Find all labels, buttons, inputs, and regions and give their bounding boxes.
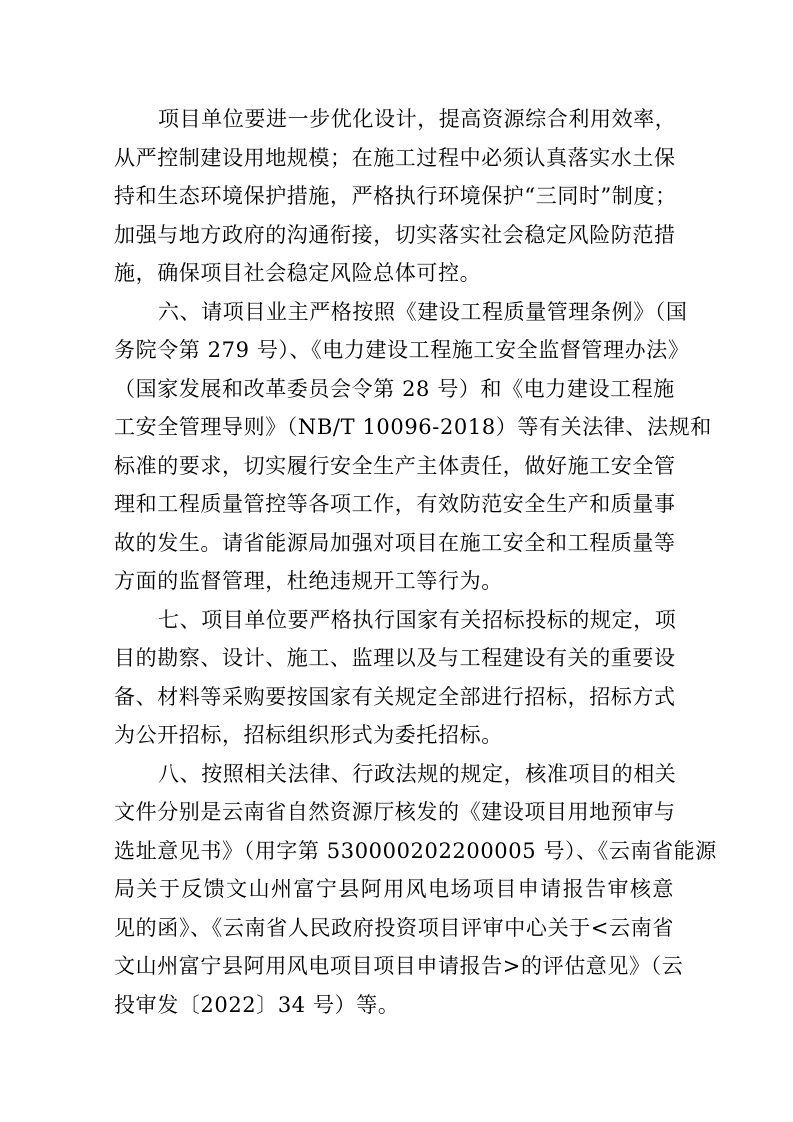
- text-line: 从严控制建设用地规模；在施工过程中必须认真落实水土保: [114, 145, 676, 170]
- text-line: 文件分别是云南省自然资源厅核发的《建设项目用地预审与: [114, 800, 676, 824]
- text-line: 故的发生。请省能源局加强对项目在施工安全和工程质量等: [114, 530, 676, 555]
- text-line: 施，确保项目社会稳定风险总体可控。: [114, 261, 482, 285]
- text-line: 选址意见书》（用字第 530000202200005 号）、《云南省能源: [114, 838, 717, 863]
- text-line: 加强与地方政府的沟通衔接，切实落实社会稳定风险防范措: [114, 222, 676, 247]
- paragraph-six: [114, 293, 712, 601]
- text-line: 理和工程质量管控等各项工作，有效防范安全生产和质量事: [114, 492, 676, 516]
- text-line: 七、项目单位要严格执行国家有关招标投标的规定，项: [158, 607, 677, 632]
- text-line: 务院令第 279 号）、《电力建设工程施工安全监督管理办法》: [114, 338, 690, 362]
- text-line: 目的勘察、设计、施工、监理以及与工程建设有关的重要设: [114, 646, 676, 670]
- paragraph-eight: [114, 755, 717, 1025]
- paragraph-seven: [114, 601, 677, 755]
- text-line: 工安全管理导则》（NB/T 10096-2018）等有关法律、法规和: [114, 415, 712, 439]
- text-line: 见的函》、《云南省人民政府投资项目评审中心关于<云南省: [114, 915, 674, 940]
- document-body: [114, 100, 717, 1024]
- text-line: （国家发展和改革委员会令第 28 号）和《电力建设工程施: [114, 376, 675, 401]
- text-line: 局关于反馈文山州富宁县阿用风电场项目申请报告审核意: [114, 877, 674, 901]
- text-line: 八、按照相关法律、行政法规的规定，核准项目的相关: [158, 761, 677, 786]
- text-line: 六、请项目业主严格按照《建设工程质量管理条例》（国: [158, 299, 688, 324]
- text-line: 文山州富宁县阿用风电项目项目申请报告>的评估意见》（云: [114, 954, 684, 978]
- text-line: 为公开招标，招标组织形式为委托招标。: [114, 723, 503, 747]
- text-line: 持和生态环境保护措施，严格执行环境保护“三同时”制度；: [114, 184, 677, 208]
- text-line: 投审发〔2022〕34 号）等。: [114, 992, 400, 1017]
- text-line: 备、材料等采购要按国家有关规定全部进行招标，招标方式: [114, 684, 676, 709]
- text-line: 标准的要求，切实履行安全生产主体责任，做好施工安全管: [114, 453, 676, 478]
- text-line: 方面的监督管理，杜绝违规开工等行为。: [114, 569, 503, 593]
- paragraph-continuation: [114, 100, 677, 293]
- text-line: 项目单位要进一步优化设计，提高资源综合利用效率，: [158, 107, 677, 131]
